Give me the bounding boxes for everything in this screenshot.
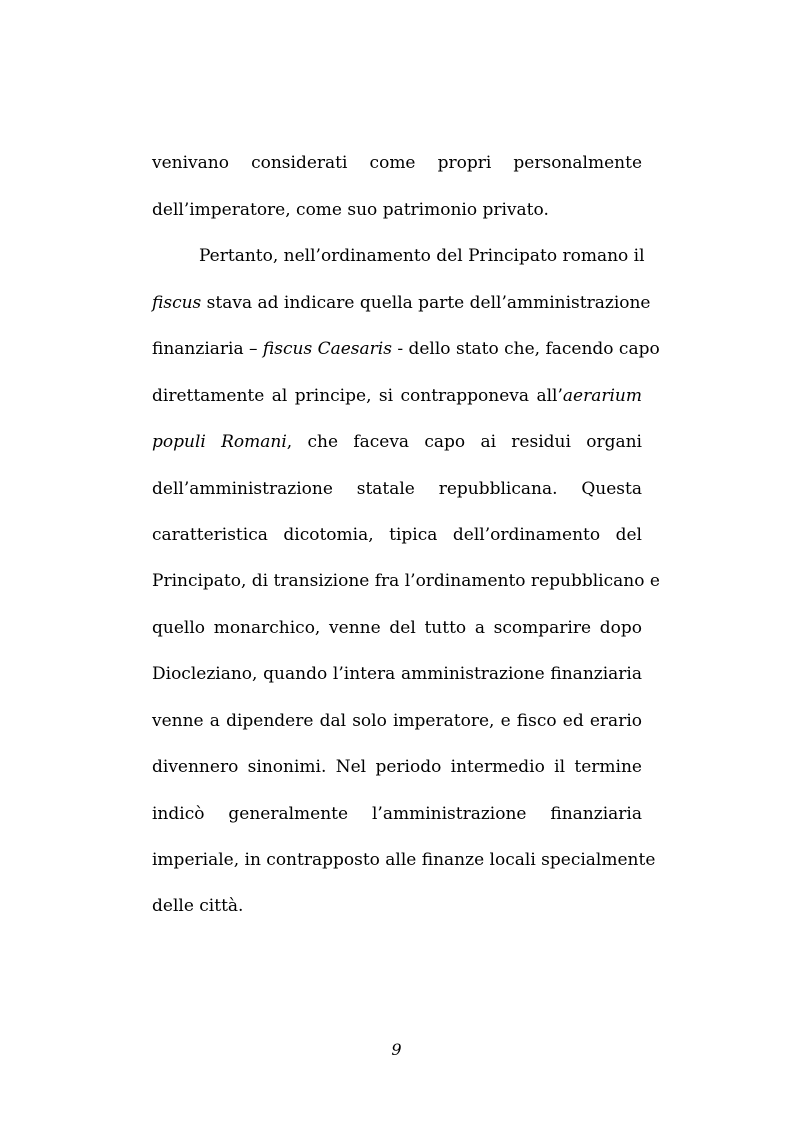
text-line: venne a dipendere dal solo imperatore, e fisco ed erario bbox=[152, 711, 642, 731]
text-line: indicò generalmente l’amministrazione finanziaria bbox=[152, 804, 642, 824]
text-line: finanziaria – fiscus Caesaris - dello stato che, facendo capo bbox=[152, 339, 660, 359]
text-line: delle città. bbox=[152, 896, 244, 916]
text-line: Principato, di transizione fra l’ordinamento repubblicano e bbox=[152, 571, 660, 591]
text-line: direttamente al principe, si contrapponeva all’aerarium bbox=[152, 386, 642, 406]
text-line: dell’imperatore, come suo patrimonio privato. bbox=[152, 200, 549, 220]
text-line: venivano considerati come propri personalmente bbox=[152, 153, 642, 173]
text-line: fiscus stava ad indicare quella parte dell’amministrazione bbox=[152, 293, 651, 313]
italic-term: populi Romani bbox=[152, 432, 287, 452]
text-line: dell’amministrazione statale repubblicana. Questa bbox=[152, 479, 642, 499]
text-line: divennero sinonimi. Nel periodo intermedio il termine bbox=[152, 757, 642, 777]
page-number: 9 bbox=[391, 1040, 402, 1059]
text-line: Diocleziano, quando l’intera amministrazione finanziaria bbox=[152, 664, 642, 684]
text-line: quello monarchico, venne del tutto a scomparire dopo bbox=[152, 618, 642, 638]
italic-term: fiscus bbox=[152, 293, 202, 313]
italic-term: aerarium bbox=[562, 386, 642, 406]
text-line: imperiale, in contrapposto alle finanze locali specialmente bbox=[152, 850, 656, 870]
text-line: caratteristica dicotomia, tipica dell’ordinamento del bbox=[152, 525, 642, 545]
italic-term: fiscus Caesaris bbox=[262, 339, 392, 359]
text-line: Pertanto, nell’ordinamento del Principato romano il bbox=[199, 246, 645, 266]
text-line: populi Romani, che faceva capo ai residui organi bbox=[152, 432, 642, 452]
